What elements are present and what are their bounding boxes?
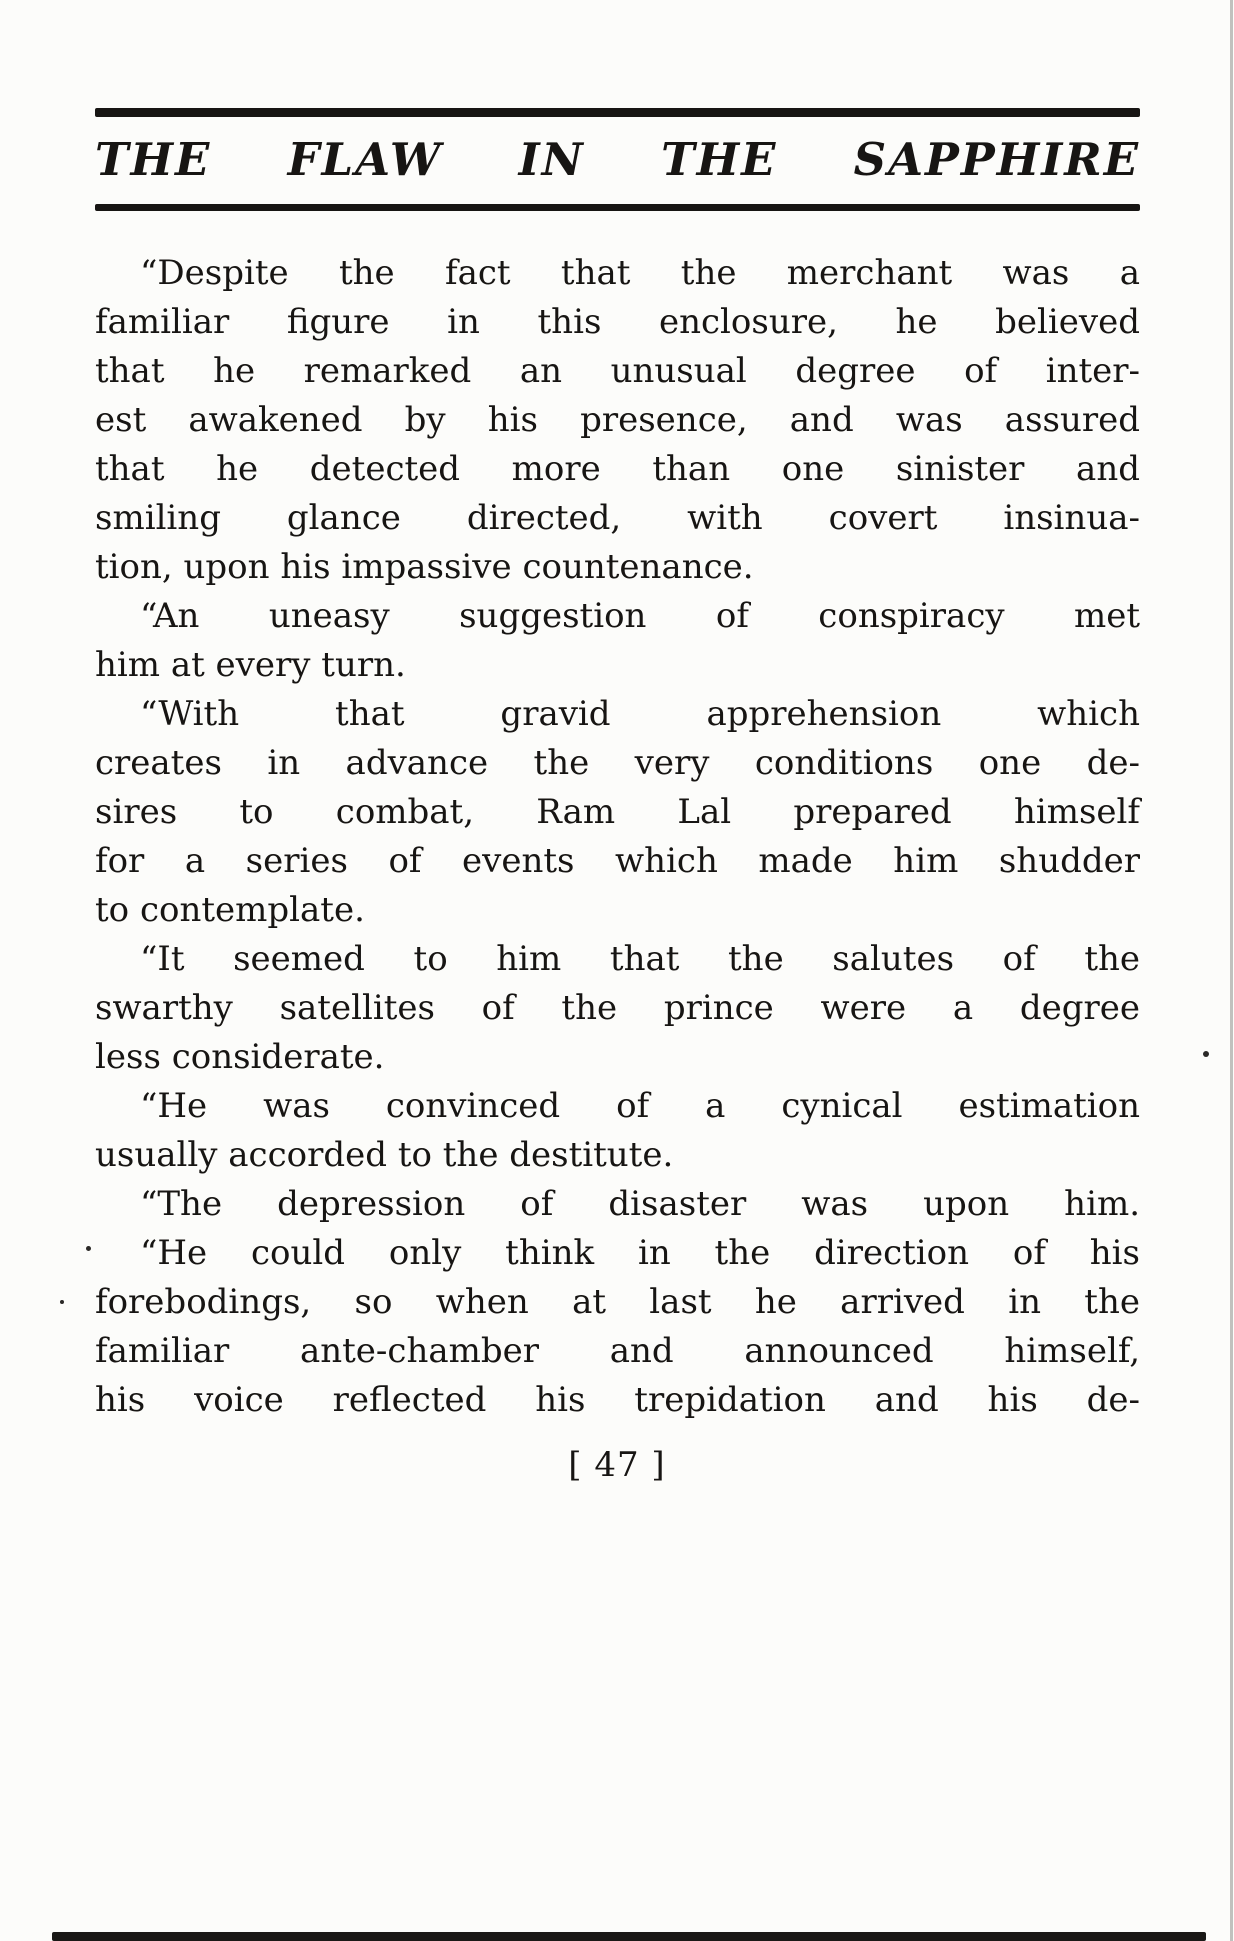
paragraph (95, 592, 1140, 690)
paragraph (95, 1180, 1140, 1229)
text-line: that he remarked an unusual degree of inter- (95, 351, 1140, 391)
scan-bottom-artifact (52, 1932, 1206, 1941)
scan-speck (86, 1246, 91, 1251)
text-line: his voice reflected his trepidation and his de- (95, 1380, 1140, 1420)
paragraph (95, 249, 1140, 592)
text-line: sires to combat, Ram Lal prepared himself (95, 792, 1140, 832)
paragraph (95, 690, 1140, 935)
text-line: est awakened by his presence, and was assured (95, 400, 1140, 440)
scan-speck (1203, 1051, 1209, 1057)
text-line: tion, upon his impassive countenance. (95, 547, 754, 587)
text-line: “The depression of disaster was upon him. (140, 1184, 1140, 1224)
text-line: less considerate. (95, 1037, 385, 1077)
text-line: forebodings, so when at last he arrived in the (95, 1282, 1140, 1322)
page-body (95, 249, 1140, 1425)
text-line: that he detected more than one sinister and (95, 449, 1140, 489)
text-line: “An uneasy suggestion of conspiracy met (140, 596, 1140, 636)
scan-edge-artifact (1230, 0, 1233, 1941)
header-rule-top (95, 108, 1140, 117)
text-line: familiar figure in this enclosure, he believed (95, 302, 1140, 342)
text-line: “He was convinced of a cynical estimation (140, 1086, 1140, 1126)
text-line: “It seemed to him that the salutes of the (140, 939, 1140, 979)
page-number: [ 47 ] (568, 1445, 666, 1485)
text-line: swarthy satellites of the prince were a degree (95, 988, 1140, 1028)
text-line: him at every turn. (95, 645, 406, 685)
text-line: smiling glance directed, with covert insinua- (95, 498, 1140, 538)
scan-speck (60, 1300, 64, 1304)
text-line: creates in advance the very conditions one de- (95, 743, 1140, 783)
text-line: familiar ante-chamber and announced himself, (95, 1331, 1140, 1371)
paragraph (95, 935, 1140, 1082)
text-line: “Despite the fact that the merchant was a (140, 253, 1140, 293)
paragraph (95, 1082, 1140, 1180)
text-line: usually accorded to the destitute. (95, 1135, 674, 1175)
page-title: THE FLAW IN THE SAPPHIRE (95, 133, 1140, 186)
paragraph (95, 1229, 1140, 1425)
text-line: “He could only think in the direction of his (140, 1233, 1140, 1273)
header-rule-bottom (95, 204, 1140, 211)
text-line: to contemplate. (95, 890, 365, 930)
text-line: for a series of events which made him shudder (95, 841, 1140, 881)
text-line: “With that gravid apprehension which (140, 694, 1140, 734)
